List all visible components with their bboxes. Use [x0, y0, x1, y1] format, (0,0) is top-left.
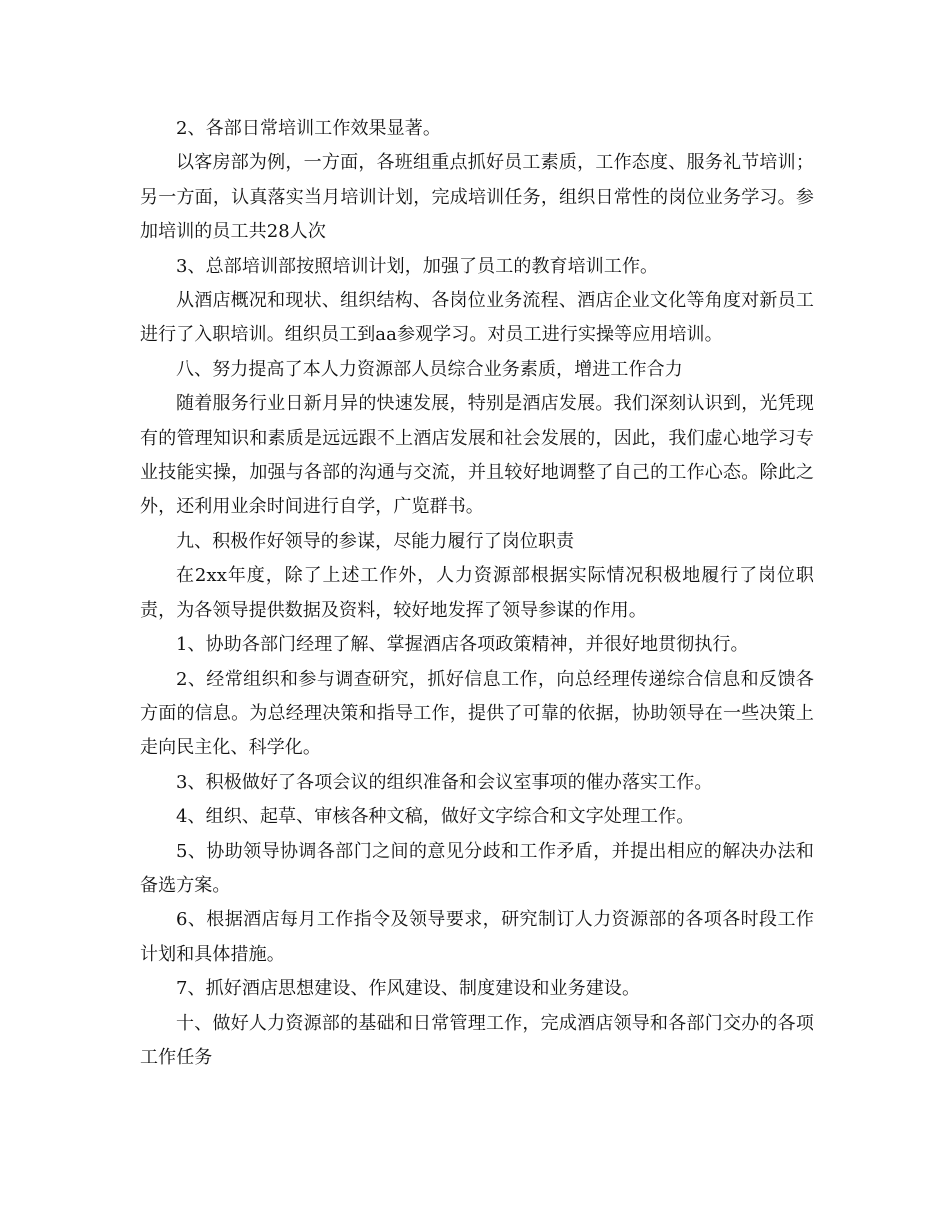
list-item-2: 2、经常组织和参与调查研究，抓好信息工作，向总经理传递综合信息和反馈各方面的信息。为总经理决策和指导工作，提供了可靠的依据，协助领导在一些决策上走向民主化、科学化。	[140, 668, 814, 759]
paragraph-training-effect: 2、各部日常培训工作效果显著。	[176, 118, 441, 139]
list-item-4: 4、组织、起草、审核各种文稿，做好文字综合和文字处理工作。	[176, 806, 695, 828]
paragraph-hq-training: 3、总部培训部按照培训计划，加强了员工的教育培训工作。	[176, 255, 659, 277]
list-item-7: 7、抓好酒店思想建设、作风建设、制度建设和业务建设。	[176, 978, 641, 1000]
heading-section-nine: 九、积极作好领导的参谋，尽能力履行了岗位职责	[176, 530, 575, 552]
heading-section-ten: 十、做好人力资源部的基础和日常管理工作，完成酒店领导和各部门交办的各项工作任务	[140, 1012, 814, 1068]
list-item-6: 6、根据酒店每月工作指令及领导要求，研究制订人力资源部的各项各时段工作计划和具体措施。	[140, 909, 814, 965]
heading-section-eight: 八、努力提高了本人力资源部人员综合业务素质，增进工作合力	[176, 358, 683, 380]
paragraph-annual-duties: 在2xx年度，除了上述工作外，人力资源部根据实际情况积极地履行了岗位职责，为各领导提供数据及资料，较好地发挥了领导参谋的作用。	[140, 565, 814, 621]
list-item-1: 1、协助各部门经理了解、掌握酒店各项政策精神，并很好地贯彻执行。	[176, 634, 749, 656]
document-body	[140, 112, 814, 1075]
list-item-5: 5、协助领导协调各部门之间的意见分歧和工作矛盾，并提出相应的解决办法和备选方案。	[140, 840, 814, 896]
paragraph-housekeeping-example: 以客房部为例，一方面，各班组重点抓好员工素质，工作态度、服务礼节培训；另一方面，认真落实当月培训计划，完成培训任务，组织日常性的岗位业务学习。参加培训的员工共28人次	[140, 152, 814, 243]
list-item-3: 3、积极做好了各项会议的组织准备和会议室事项的催办落实工作。	[176, 771, 713, 793]
paragraph-onboarding: 从酒店概况和现状、组织结构、各岗位业务流程、酒店企业文化等角度对新员工进行了入职培训。组织员工到aa参观学习。对员工进行实操等应用培训。	[140, 290, 814, 346]
paragraph-self-improvement: 随着服务行业日新月异的快速发展，特别是酒店发展。我们深刻认识到，光凭现有的管理知识和素质是远远跟不上酒店发展和社会发展的，因此，我们虚心地学习专业技能实操，加强与各部的沟通与交流，并且较好地调整了自己的工作心态。除此之外，还利用业余时间进行自学，广览群书。	[140, 393, 814, 518]
